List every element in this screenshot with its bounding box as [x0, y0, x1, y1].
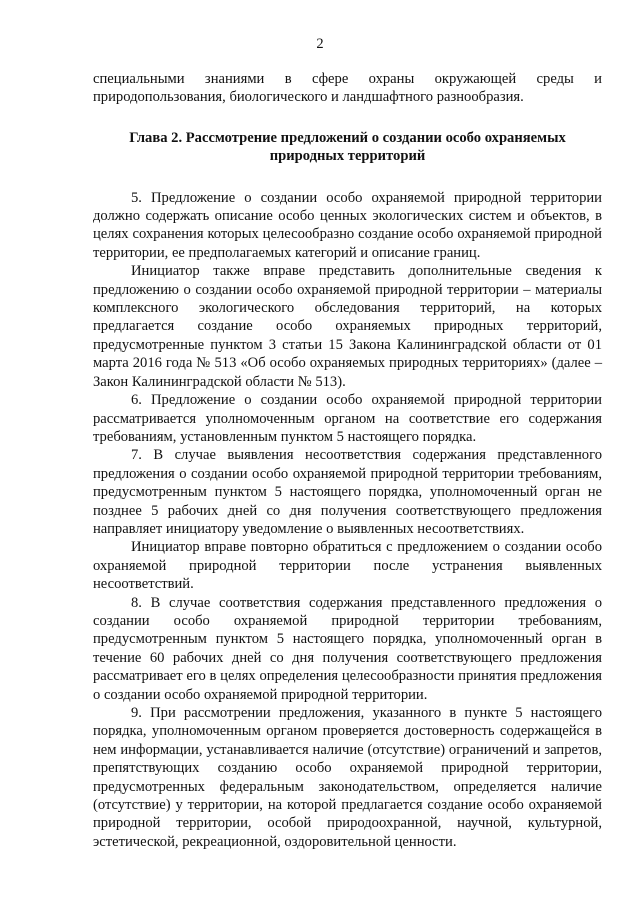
paragraph-item-8: 8. В случае соответствия содержания представленного предложения о создании особо охраняемой природной территории требованиям, предусмотренным пунктом 5 настоящего порядка, уполномоченный орган в течение 60 рабочих дней со дня получения соответствующего предложения рассматривает его в целях определения целесообразности принятия предложения о создании особо охраняемой природной территории. — [93, 594, 602, 703]
paragraph-initiator-repeat: Инициатор вправе повторно обратиться с предложением о создании особо охраняемой природной территории после устранения выявленных несоответствий. — [93, 539, 602, 593]
continuation-paragraph: специальными знаниями в сфере охраны окружающей среды и природопользования, биологического и ландшафтного разнообразия. — [93, 71, 602, 106]
page-number: 2 — [316, 36, 324, 52]
paragraph-item-5: 5. Предложение о создании особо охраняемой природной территории должно содержать описание особо ценных экологических систем и объектов, в целях сохранения которых целесообразно создание особо охраняемой природной территории, ее предполагаемых категорий и описание границ. — [93, 189, 602, 261]
paragraph-initiator-additional: Инициатор также вправе представить дополнительные сведения к предложению о создании особо охраняемой природной территории – материалы комплексного экологического обследования территорий, на которых предлагается создание особо охраняемых природных территорий, предусмотренные пунктом 3 статьи 15 Закона Калининградской области от 01 марта 2016 года № 513 «Об особо охраняемых природных территориях» (далее – Закон Калининградской области № 513). — [93, 263, 602, 390]
paragraph-item-6: 6. Предложение о создании особо охраняемой природной территории рассматривается уполномоченным органом на соответствие его содержания требованиям, установленным пунктом 5 настоящего порядка. — [93, 392, 602, 445]
paragraph-item-7: 7. В случае выявления несоответствия содержания представленного предложения о создании особо охраняемой природной территории требованиям, предусмотренным пунктом 5 настоящего порядка, уполномоченный орган не позднее 5 рабочих дней со дня получения соответствующего предложения направляет инициатору уведомление о выявленных несоответствиях. — [93, 447, 602, 537]
paragraph-item-9: 9. При рассмотрении предложения, указанного в пункте 5 настоящего порядка, уполномоченным органом проверяется достоверность содержащейся в нем информации, устанавливается наличие (отсутствие) ограничений и запретов, препятствующих созданию особо охраняемой природной территории, предусмотренных федеральным законодательством, определяется наличие (отсутствие) у территории, на которой предлагается создание особо охраняемой природной территории, особой природоохранной, научной, культурной, эстетической, рекреационной, оздоровительной ценности. — [93, 705, 602, 850]
chapter-title: Глава 2. Рассмотрение предложений о создании особо охраняемых природных территорий — [129, 129, 566, 165]
document-body — [93, 70, 602, 851]
